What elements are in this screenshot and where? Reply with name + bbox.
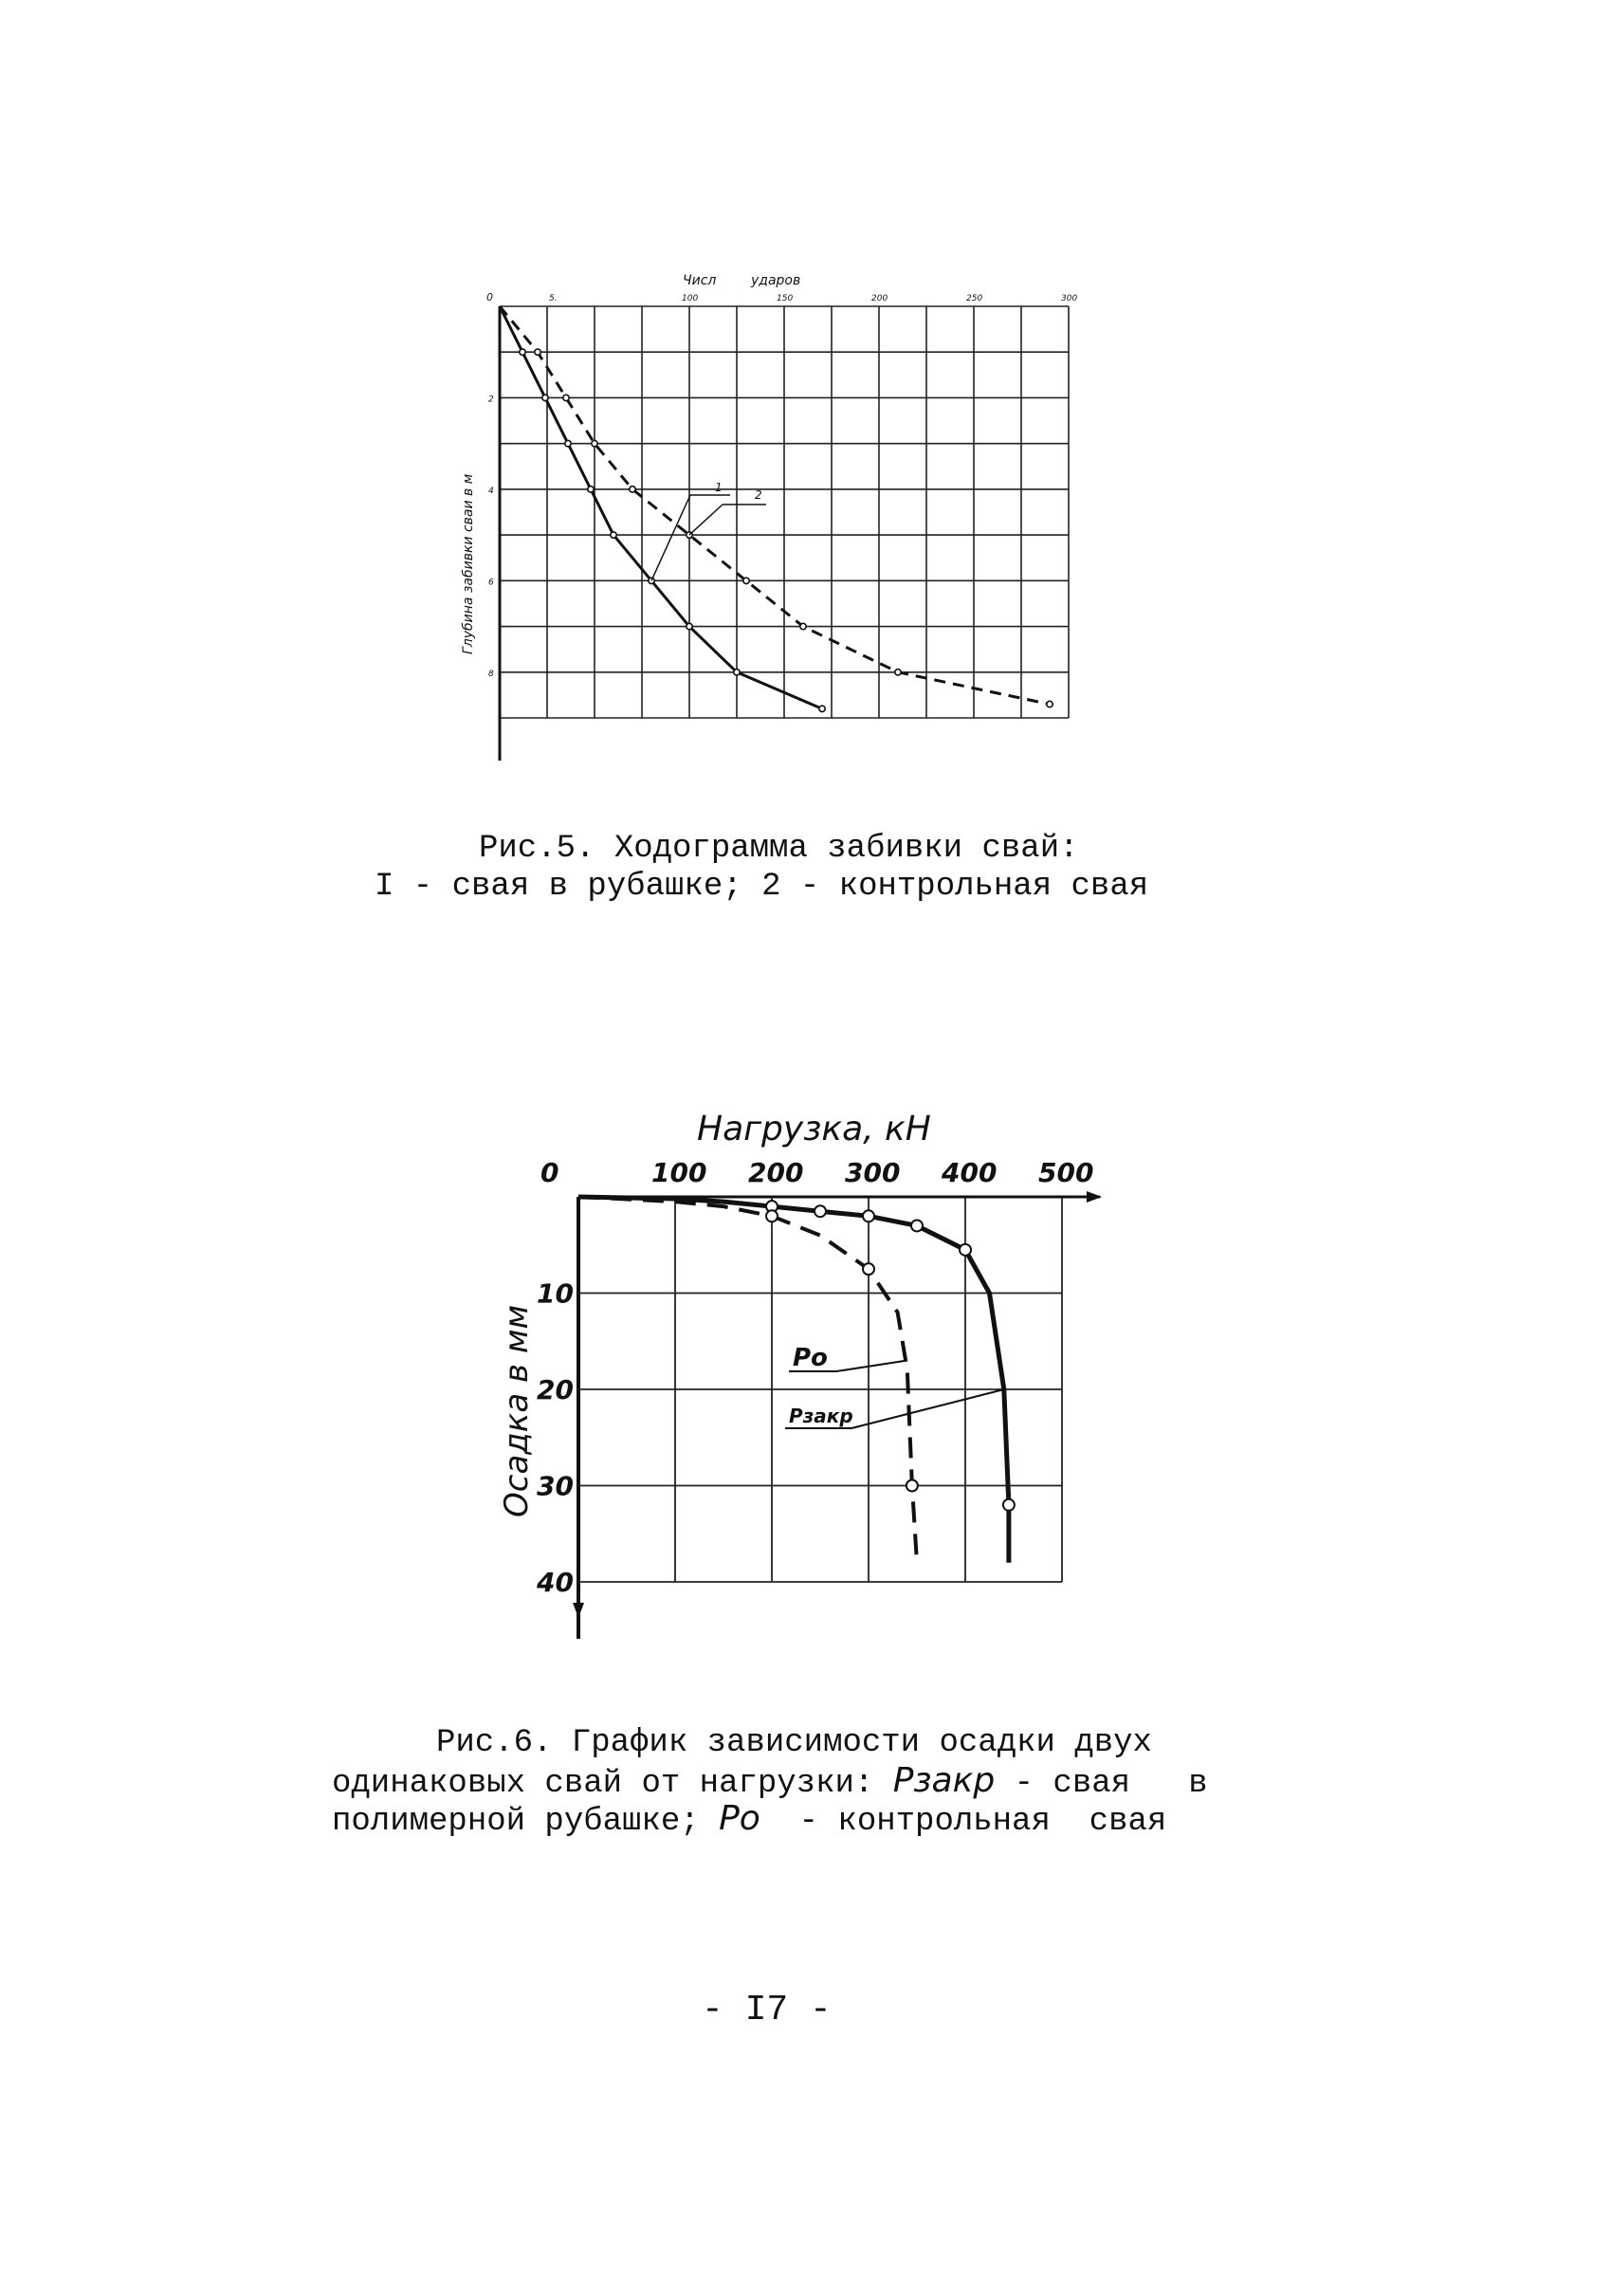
y-tick-label: 10	[537, 1277, 574, 1310]
x-tick-label: 400	[942, 1157, 998, 1188]
data-point	[687, 623, 692, 629]
data-point	[863, 1210, 874, 1221]
x-tick-label: 500	[1038, 1157, 1094, 1188]
series-line-2	[500, 306, 1050, 705]
leader-line-pzakr	[851, 1389, 1004, 1428]
figure-6-svg	[484, 1091, 1166, 1679]
x-tick-label: 100	[651, 1157, 707, 1188]
caption-symbol-po: Po	[719, 1799, 760, 1838]
series-label-1: 1	[715, 481, 723, 494]
y-tick-label: 2	[488, 395, 494, 405]
data-point	[800, 623, 806, 629]
caption-symbol-pzakr: Pзакр	[892, 1761, 996, 1800]
caption-text: одинаковых свай от нагрузки:	[332, 1766, 893, 1802]
figure-6-caption-line2	[332, 1762, 1208, 1803]
series-label-2: 2	[755, 488, 762, 502]
data-point	[542, 395, 548, 400]
figure-6-chart	[484, 1091, 1166, 1679]
data-point	[1003, 1499, 1015, 1511]
x-origin-label: 0	[486, 291, 493, 303]
data-point	[819, 706, 825, 711]
data-point	[906, 1480, 918, 1492]
y-tick-label: 30	[537, 1470, 574, 1502]
data-point	[563, 395, 569, 400]
x-tick-label: 250	[966, 294, 983, 303]
caption-text: полимерной рубашке;	[332, 1804, 720, 1840]
series-line-Po	[578, 1197, 917, 1563]
data-point	[863, 1263, 874, 1275]
data-point	[911, 1220, 923, 1231]
figure-5-caption-title: Рис.5. Ходограмма забивки свай:	[479, 831, 1079, 867]
data-point	[1047, 701, 1053, 707]
x-axis-label: ударов	[751, 273, 801, 288]
y-tick-label: 6	[488, 578, 494, 588]
x-tick-label: 200	[871, 294, 888, 303]
x-tick-label: 300	[1061, 294, 1078, 303]
data-point	[611, 532, 616, 538]
y-tick-label: 20	[537, 1374, 574, 1405]
figure-5-chart	[455, 256, 1119, 768]
data-point	[565, 440, 571, 446]
x-tick-label: 300	[845, 1157, 901, 1188]
y-tick-label: 40	[537, 1567, 574, 1598]
data-point	[815, 1205, 826, 1217]
leader-line-po	[836, 1361, 907, 1371]
figure-5-svg	[455, 256, 1119, 768]
data-point	[895, 670, 901, 675]
data-point	[592, 440, 597, 446]
x-origin-label: 0	[540, 1157, 559, 1188]
y-axis-label: Осадка в мм	[498, 1304, 536, 1517]
y-tick-label: 4	[488, 486, 494, 496]
data-point	[520, 349, 525, 355]
data-point	[734, 670, 740, 675]
x-tick-label: 150	[777, 294, 794, 303]
series-label-po: Po	[793, 1344, 828, 1372]
x-tick-label: 100	[682, 294, 699, 303]
data-point	[960, 1244, 971, 1256]
data-point	[630, 487, 635, 492]
leader-line-2	[689, 505, 723, 535]
data-point	[588, 487, 594, 492]
figure-6-caption-line3	[332, 1800, 1166, 1841]
figure-6-caption-title: Рис.6. График зависимости осадки двух	[436, 1725, 1152, 1761]
x-axis-label: Числ	[683, 273, 717, 288]
y-axis-arrow	[573, 1603, 584, 1618]
series-label-pzakr: Pзакр	[789, 1405, 853, 1427]
data-point	[743, 578, 749, 583]
caption-text: - контрольная свая	[760, 1804, 1167, 1840]
figure-5-caption-legend: I - свая в рубашке; 2 - контрольная свая	[375, 869, 1149, 905]
page-number: - I7 -	[702, 1990, 832, 2030]
series-line-Pзакр	[578, 1197, 1009, 1563]
caption-text: - свая в	[995, 1766, 1208, 1802]
y-tick-label: 8	[488, 669, 494, 679]
x-axis-label: Нагрузка, кН	[697, 1110, 931, 1148]
x-tick-label: 5.	[549, 294, 558, 303]
data-point	[535, 349, 540, 355]
y-axis-label: Глубина забивки сваи в м	[461, 473, 476, 654]
data-point	[766, 1210, 778, 1221]
x-axis-arrow	[1087, 1191, 1102, 1203]
x-tick-label: 200	[748, 1157, 804, 1188]
